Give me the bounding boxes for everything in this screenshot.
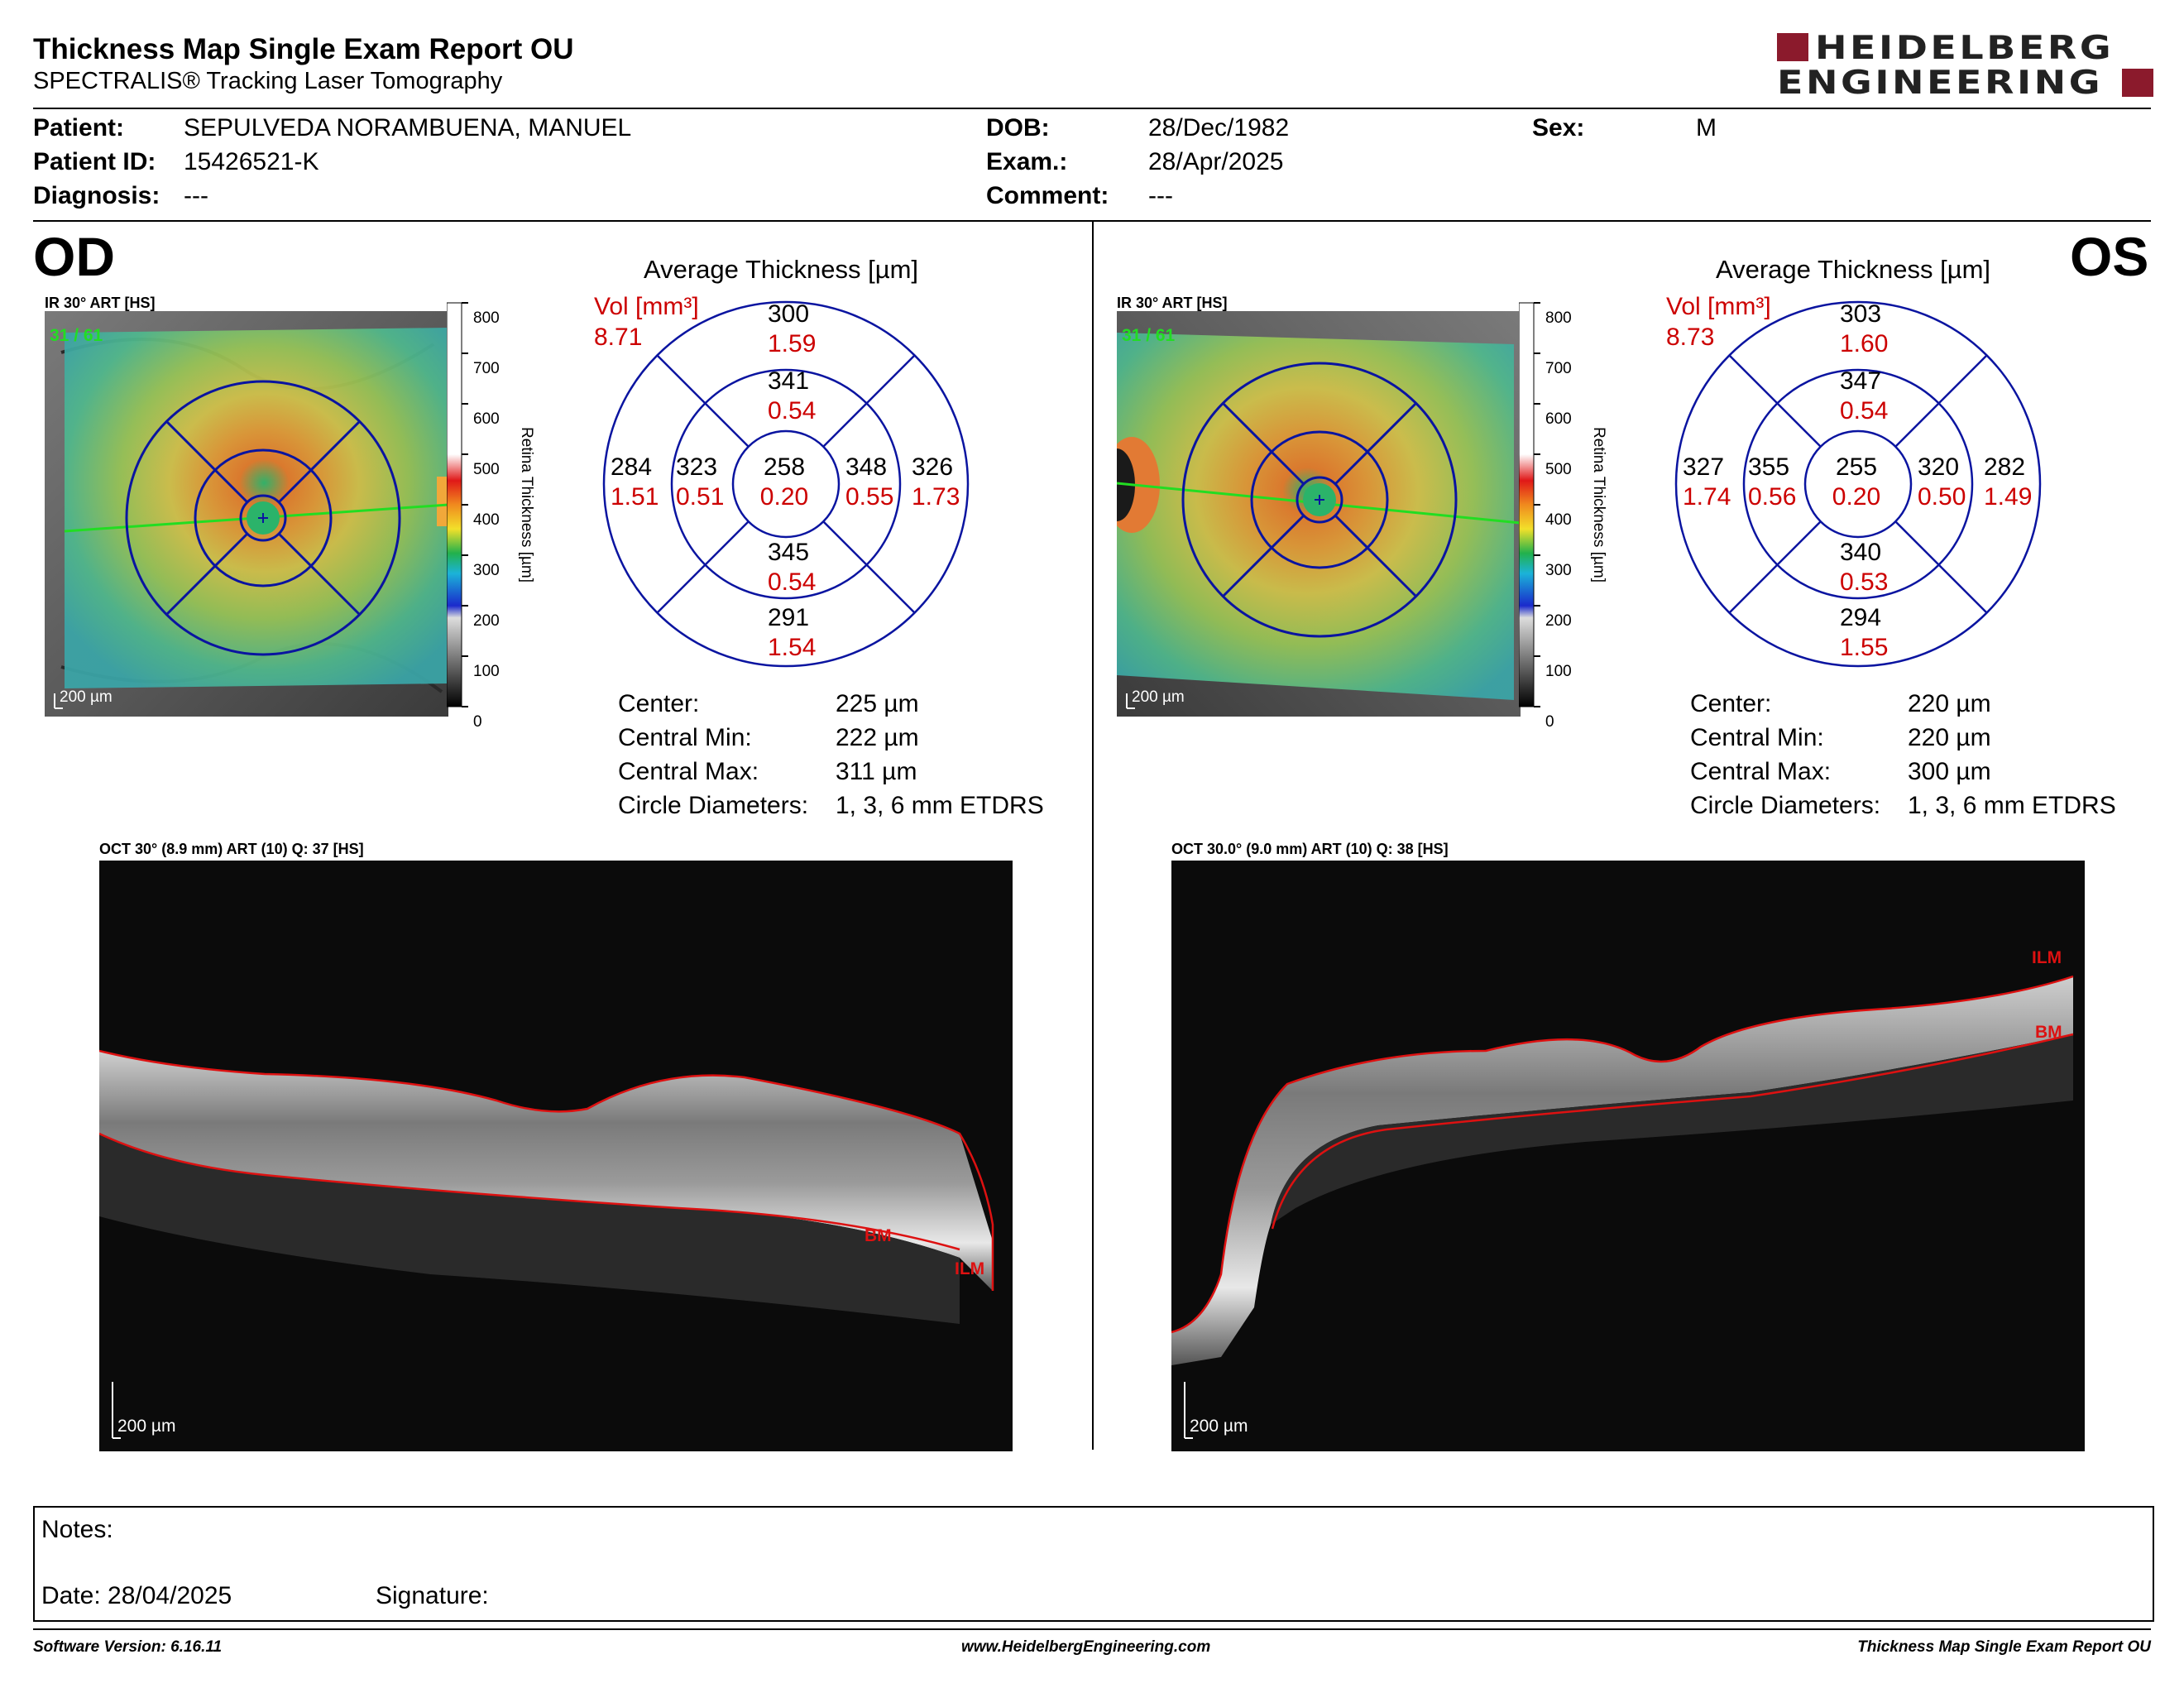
od-sector-inner-right xyxy=(845,453,893,512)
colorbar-tick: 800 xyxy=(1545,309,1572,327)
sector-thickness: 303 xyxy=(1840,300,1882,328)
comment-label: Comment: xyxy=(986,182,1109,209)
stat-label: Circle Diameters: xyxy=(1690,792,1881,819)
colorbar-tick: 200 xyxy=(473,612,500,630)
notes-label: Notes: xyxy=(41,1516,113,1543)
sector-volume: 1.60 xyxy=(1840,330,1889,357)
od-sector-outer-right xyxy=(912,453,960,512)
patient-name: SEPULVEDA NORAMBUENA, MANUEL xyxy=(184,114,632,141)
sector-thickness: 282 xyxy=(1984,453,2026,481)
stat-label: Center: xyxy=(1690,690,1772,717)
stat-label: Central Min: xyxy=(1690,724,1824,751)
colorbar-tick: 600 xyxy=(473,410,500,428)
od-frame-count: 31 / 61 xyxy=(50,326,103,345)
sector-thickness: 255 xyxy=(1835,453,1878,481)
sector-volume: 1.74 xyxy=(1683,483,1731,511)
os-oct-scale: 200 µm xyxy=(1190,1417,1248,1436)
od-sector-outer-top xyxy=(768,300,817,359)
sector-volume: 0.56 xyxy=(1748,483,1797,511)
comment-value: --- xyxy=(1148,182,1173,209)
sector-volume: 0.54 xyxy=(1840,397,1889,424)
exam-label: Exam.: xyxy=(986,148,1068,175)
sector-thickness: 340 xyxy=(1840,539,1882,566)
software-version: Software Version: 6.16.11 xyxy=(33,1638,223,1656)
sector-thickness: 327 xyxy=(1683,453,1725,481)
sector-volume: 0.55 xyxy=(845,483,894,511)
os-sector-outer-top xyxy=(1840,300,1889,359)
colorbar-tick: 300 xyxy=(473,562,500,579)
sector-volume: 0.54 xyxy=(768,397,817,424)
os-thickness-map xyxy=(1117,311,1521,717)
od-sector-inner-left xyxy=(676,453,724,512)
colorbar-tick: 500 xyxy=(473,461,500,478)
os-colorbar-title: Retina Thickness [µm] xyxy=(1590,427,1607,583)
stat-value: 300 µm xyxy=(1908,758,1991,785)
colorbar-tick: 300 xyxy=(1545,562,1572,579)
sector-thickness: 284 xyxy=(611,453,653,481)
stat-value: 1, 3, 6 mm ETDRS xyxy=(836,792,1044,819)
colorbar-tick: 100 xyxy=(1545,663,1572,680)
od-oct-scan xyxy=(99,861,1013,1451)
os-oct-title: OCT 30.0° (9.0 mm) ART (10) Q: 38 [HS] xyxy=(1171,841,1449,857)
sector-volume: 1.49 xyxy=(1984,483,2033,511)
colorbar-tick: 400 xyxy=(1545,511,1572,529)
colorbar-tick: 500 xyxy=(1545,461,1572,478)
od-colorbar-title: Retina Thickness [µm] xyxy=(518,427,535,583)
os-sector-inner-top xyxy=(1840,367,1889,426)
stat-label: Circle Diameters: xyxy=(618,792,809,819)
stat-label: Central Max: xyxy=(1690,758,1832,785)
os-map-scale: 200 µm xyxy=(1132,688,1185,706)
stat-label: Central Max: xyxy=(618,758,759,785)
notes-box xyxy=(33,1506,2154,1622)
od-sector-outer-bottom xyxy=(768,603,817,663)
sector-volume: 1.73 xyxy=(912,483,960,511)
sector-volume: 1.59 xyxy=(768,330,817,357)
sector-thickness: 348 xyxy=(845,453,888,481)
od-sector-inner-bottom xyxy=(768,538,817,597)
sector-volume: 0.54 xyxy=(768,568,817,596)
stat-label: Central Min: xyxy=(618,724,752,751)
os-sector-outer-left xyxy=(1683,453,1731,512)
sector-volume: 0.53 xyxy=(1840,568,1889,596)
logo-line2: ENGINEERING xyxy=(1777,65,2104,102)
stat-label: Center: xyxy=(618,690,700,717)
sector-volume: 1.55 xyxy=(1840,634,1889,661)
sector-thickness: 347 xyxy=(1840,367,1882,395)
od-ir-title: IR 30° ART [HS] xyxy=(45,295,156,311)
heidelberg-logo xyxy=(1770,30,2159,104)
eye-label-od: OD xyxy=(33,226,115,287)
patient-id: 15426521-K xyxy=(184,148,319,175)
colorbar-tick: 600 xyxy=(1545,410,1572,428)
os-ilm-label: ILM xyxy=(2032,948,2062,967)
sector-volume: 0.50 xyxy=(1918,483,1966,511)
colorbar-tick: 700 xyxy=(473,360,500,377)
sector-thickness: 326 xyxy=(912,453,954,481)
colorbar-tick: 700 xyxy=(1545,360,1572,377)
stat-value: 220 µm xyxy=(1908,724,1991,751)
os-sector-inner-left xyxy=(1748,453,1796,512)
colorbar-tick: 0 xyxy=(473,713,482,731)
od-map-scale: 200 µm xyxy=(60,688,113,706)
sector-thickness: 258 xyxy=(763,453,806,481)
od-ilm-label: ILM xyxy=(955,1259,985,1278)
eye-label-os: OS xyxy=(2070,226,2149,287)
sector-thickness: 320 xyxy=(1918,453,1960,481)
diagnosis-label: Diagnosis: xyxy=(33,182,160,209)
sector-volume: 0.20 xyxy=(1832,483,1881,511)
colorbar-tick: 0 xyxy=(1545,713,1554,731)
sector-thickness: 294 xyxy=(1840,604,1882,631)
od-stats-labels xyxy=(618,687,808,822)
os-sector-outer-bottom xyxy=(1840,603,1889,663)
vol-total: 8.73 xyxy=(1666,324,1715,351)
os-sector-outer-right xyxy=(1984,453,2032,512)
patient-label: Patient: xyxy=(33,114,125,141)
od-sector-outer-left xyxy=(611,453,659,512)
os-stats-labels xyxy=(1690,687,1880,822)
sector-thickness: 291 xyxy=(768,604,810,631)
date-label: Date: 28/04/2025 xyxy=(41,1582,232,1609)
os-frame-count: 31 / 61 xyxy=(1122,326,1176,345)
website-link[interactable]: www.HeidelbergEngineering.com xyxy=(961,1638,1211,1656)
report-subtitle: SPECTRALIS® Tracking Laser Tomography xyxy=(33,68,503,94)
od-sector-inner-top xyxy=(768,367,817,426)
sex-value: M xyxy=(1696,114,1717,141)
vol-label: Vol [mm³] xyxy=(594,293,699,320)
logo-line1: HEIDELBERG xyxy=(1815,30,2115,67)
vol-label: Vol [mm³] xyxy=(1666,293,1771,320)
stat-value: 222 µm xyxy=(836,724,919,751)
exam-value: 28/Apr/2025 xyxy=(1148,148,1284,175)
os-oct-scan xyxy=(1171,861,2085,1451)
os-ir-title: IR 30° ART [HS] xyxy=(1117,295,1228,311)
sector-thickness: 341 xyxy=(768,367,810,395)
os-bm-label: BM xyxy=(2035,1023,2062,1042)
colorbar-tick: 400 xyxy=(473,511,500,529)
sector-thickness: 355 xyxy=(1748,453,1790,481)
os-sector-center xyxy=(1832,453,1881,512)
os-chart-title: Average Thickness [µm] xyxy=(1716,255,1991,284)
dob-label: DOB: xyxy=(986,114,1050,141)
sector-thickness: 300 xyxy=(768,300,810,328)
vol-total: 8.71 xyxy=(594,324,643,351)
stat-value: 225 µm xyxy=(836,690,919,717)
od-oct-scale: 200 µm xyxy=(117,1417,176,1436)
colorbar-tick: 800 xyxy=(473,309,500,327)
sector-volume: 1.51 xyxy=(611,483,659,511)
od-sector-center xyxy=(759,453,809,512)
od-bm-label: BM xyxy=(864,1226,892,1245)
colorbar-tick: 100 xyxy=(473,663,500,680)
signature-label: Signature: xyxy=(376,1582,489,1609)
diagnosis-value: --- xyxy=(184,182,208,209)
sector-thickness: 345 xyxy=(768,539,810,566)
os-colorbar-ticks xyxy=(1545,293,1572,747)
sector-volume: 1.54 xyxy=(768,634,817,661)
footer-report-title: Thickness Map Single Exam Report OU xyxy=(1857,1638,2151,1656)
os-sector-inner-right xyxy=(1918,453,1966,512)
colorbar-tick: 200 xyxy=(1545,612,1572,630)
os-stats-values xyxy=(1908,687,2116,822)
od-thickness-map xyxy=(45,311,448,717)
dob-value: 28/Dec/1982 xyxy=(1148,114,1290,141)
od-oct-title: OCT 30° (8.9 mm) ART (10) Q: 37 [HS] xyxy=(99,841,364,857)
stat-value: 1, 3, 6 mm ETDRS xyxy=(1908,792,2116,819)
stat-value: 220 µm xyxy=(1908,690,1991,717)
od-colorbar-ticks xyxy=(473,293,500,747)
sector-volume: 0.20 xyxy=(759,483,809,511)
stat-value: 311 µm xyxy=(836,758,917,785)
os-sector-inner-bottom xyxy=(1840,538,1889,597)
sector-thickness: 323 xyxy=(676,453,718,481)
od-chart-title: Average Thickness [µm] xyxy=(644,255,919,284)
patient-id-label: Patient ID: xyxy=(33,148,156,175)
sector-volume: 0.51 xyxy=(676,483,725,511)
sex-label: Sex: xyxy=(1532,114,1585,141)
od-stats-values xyxy=(836,687,1044,822)
report-title: Thickness Map Single Exam Report OU xyxy=(33,33,574,65)
